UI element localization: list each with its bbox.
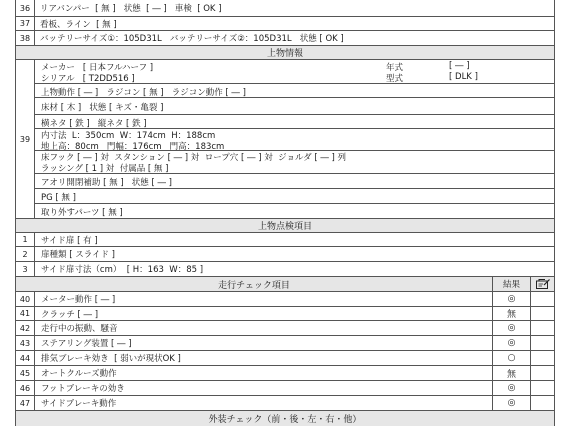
removable-parts-text: 取り外すパーツ [ 無 ]	[41, 208, 123, 218]
uwamono-operation-cell	[35, 84, 554, 98]
pg-text: PG [ 無 ]	[41, 193, 76, 203]
inspection-row-3	[16, 262, 554, 277]
result-mark: 無	[492, 307, 530, 320]
section-header-inspection: 上物点検項目	[16, 219, 554, 233]
edit-memo-icon[interactable]	[530, 277, 554, 291]
result-mark: ◎	[492, 292, 530, 306]
neta-text: 横ネタ [ 鉄 ] 縦ネタ [ 鉄 ]	[41, 119, 147, 129]
row-number: 1	[16, 233, 35, 246]
row-text: バッテリーサイズ①：105D31L バッテリーサイズ②：105D31L 状態 [ OK ]	[40, 34, 344, 44]
running-row-40	[16, 292, 554, 307]
row-number: 42	[16, 321, 35, 335]
result-mark: ◎	[492, 396, 530, 410]
row-number: 44	[16, 351, 35, 365]
row-text: 走行中の振動、騒音	[41, 324, 118, 334]
section-header-uwamono: 上物情報	[16, 46, 554, 60]
dimensions-cell	[35, 129, 554, 151]
row-36	[16, 0, 554, 17]
row-number: 41	[16, 307, 35, 320]
result-mark: ◎	[492, 381, 530, 395]
running-row-45	[16, 366, 554, 381]
memo-cell	[530, 292, 554, 306]
row-number: 36	[16, 0, 35, 16]
running-row-46	[16, 381, 554, 396]
memo-cell	[530, 366, 554, 380]
result-mark: ○	[492, 351, 530, 365]
memo-cell	[530, 321, 554, 335]
row-text: 排気ブレーキ効き [ 弱いが現状OK ]	[41, 354, 181, 364]
inspection-row-2	[16, 247, 554, 262]
row-number: 2	[16, 247, 35, 261]
row-text: リアバンパー [ 無 ] 状態 [ ― ] 車検 [ OK ]	[40, 4, 222, 14]
row-text: ステアリング装置 [ ― ]	[41, 339, 132, 349]
uwamono-operation-text: 上物動作 [ ― ] ラジコン [ 無 ] ラジコン動作 [ ― ]	[41, 88, 246, 98]
aori-cell	[35, 174, 554, 189]
removable-parts-cell	[35, 204, 554, 219]
row-text: オートクルーズ動作	[41, 369, 117, 379]
running-row-47	[16, 396, 554, 411]
aori-text: アオリ開閉補助 [ 無 ] 状態 [ ― ]	[41, 178, 172, 188]
neta-cell	[35, 115, 554, 129]
section-header-running-row	[16, 277, 554, 292]
memo-cell	[530, 307, 554, 320]
result-mark: 無	[492, 366, 530, 380]
row-text: 扉種類 [ スライド ]	[41, 250, 115, 260]
row-text: サイドブレーキ動作	[41, 399, 117, 409]
inner-dimensions-text: 内寸法 L：350cm W：174cm H：188cm	[41, 131, 216, 141]
row-number: 37	[16, 17, 35, 30]
section-header-running: 走行チェック項目	[218, 280, 290, 291]
lashing-text: ラッシング [ 1 ] 対 付属品 [ 無 ]	[41, 164, 169, 174]
result-mark: ◎	[492, 321, 530, 335]
year-value: [ ― ]	[449, 61, 470, 71]
floor-cell	[35, 98, 554, 115]
memo-cell	[530, 381, 554, 395]
memo-cell	[530, 396, 554, 410]
row-text: メーター動作 [ ― ]	[41, 295, 116, 305]
row-number: 40	[16, 292, 35, 306]
running-row-43	[16, 336, 554, 351]
pg-cell	[35, 189, 554, 204]
model-label: 型式	[386, 74, 404, 84]
running-row-41	[16, 307, 554, 321]
row-text: フットブレーキの効き	[41, 384, 125, 394]
row-number: 43	[16, 336, 35, 350]
year-label: 年式	[386, 63, 404, 73]
row-text: サイド扉寸法（cm） [ H：163 W：85 ]	[41, 265, 204, 275]
ground-height-text: 地上高：80cm 門幅：176cm 門高：183cm	[41, 142, 225, 152]
inspection-row-1	[16, 233, 554, 247]
maker-serial-cell	[35, 60, 554, 84]
serial-text: シリアル [ T2DD516 ]	[41, 74, 135, 84]
row-text: サイド扉 [ 有 ]	[41, 235, 98, 246]
section-header-exterior: 外装チェック（前・後・左・右・他）	[16, 411, 554, 426]
row-number: 47	[16, 396, 35, 410]
running-row-42	[16, 321, 554, 336]
result-column-header: 結果	[492, 277, 530, 291]
inspection-sheet	[15, 0, 555, 426]
hooks-cell	[35, 151, 554, 174]
model-value: [ DLK ]	[449, 72, 478, 82]
memo-cell	[530, 336, 554, 350]
row-37	[16, 17, 554, 31]
memo-cell	[530, 351, 554, 365]
floor-text: 床材 [ 木 ] 状態 [ キズ・亀裂 ]	[41, 103, 164, 113]
row-number: 45	[16, 366, 35, 380]
running-row-44	[16, 351, 554, 366]
hooks-text: 床フック [ ― ] 対 スタンション [ ― ] 対 ロープ穴 [ ― ] 対 ジョルダ [ ― ] 列	[41, 153, 347, 163]
row-text: クラッチ [ ― ]	[41, 309, 99, 320]
row-number: 3	[16, 262, 35, 276]
maker-text: メーカー [ 日本フルハーフ ]	[41, 63, 154, 73]
row-number: 38	[16, 31, 35, 45]
row-number: 39	[16, 60, 35, 219]
result-mark: ◎	[492, 336, 530, 350]
row-number: 46	[16, 381, 35, 395]
row-text: 看板、ライン [ 無 ]	[40, 19, 117, 30]
row-38	[16, 31, 554, 46]
